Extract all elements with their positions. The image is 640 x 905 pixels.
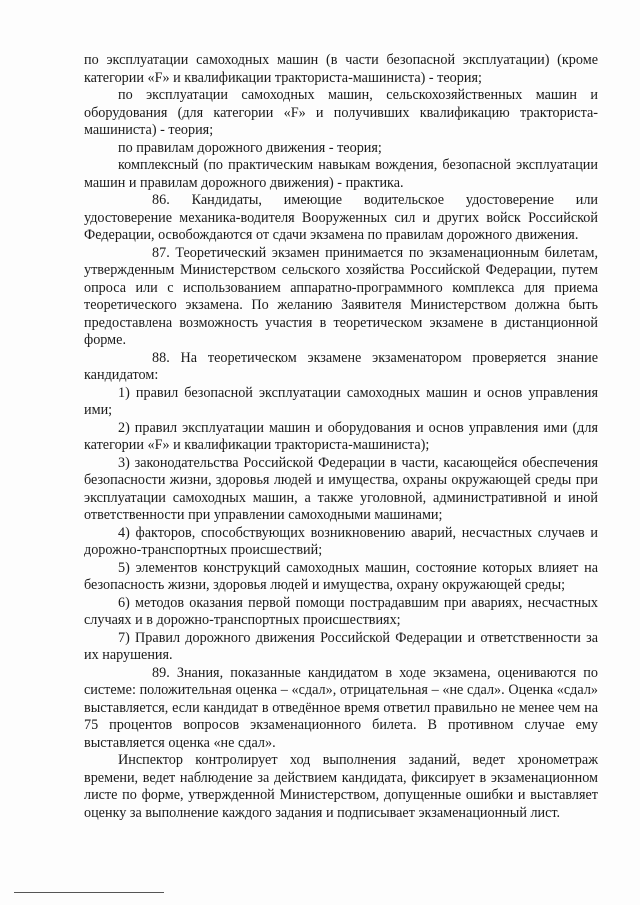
list-item: 7) Правил дорожного движения Российской Федерации и ответственности за их нарушения. [84, 629, 598, 663]
list-item: 2) правил эксплуатации машин и оборудования и основ управления ими (для категории «F» и квалификации тракториста-машиниста); [84, 419, 598, 453]
document-body [84, 52, 598, 822]
list-item: 5) элементов конструкций самоходных машин, состояние которых влияет на безопасность жизни, здоровья людей и имущества, охрану окружающей среды; [84, 559, 598, 593]
paragraph-87: 87. Теоретический экзамен принимается по экзаменационным билетам, утвержденным Министерством сельского хозяйства Российской Федерации, путем опроса или с использованием аппаратно-программного комплекса для приема теоретического экзамена. По желанию Заявителя Министерством должна быть предоставлена возможность участия в теоретическом экзамене в дистанционной форме. [84, 244, 599, 348]
footnote-divider [14, 892, 164, 893]
list-item: 1) правил безопасной эксплуатации самоходных машин и основ управления ими; [84, 384, 598, 418]
list-item: 3) законодательства Российской Федерации в части, касающейся обеспечения безопасности жизни, здоровья людей и имущества, охраны окружающей среды при эксплуатации самоходных машин, а также уголовной, административной и иной ответственности при управлении самоходными машинами; [84, 454, 598, 523]
paragraph-number: 88. [152, 349, 170, 366]
list-item: 4) факторов, способствующих возникновению аварий, несчастных случаев и дорожно-транспортных происшествий; [84, 524, 598, 558]
paragraph: комплексный (по практическим навыкам вождения, безопасной эксплуатации машин и правилам дорожного движения) - практика. [84, 157, 598, 191]
paragraph: по эксплуатации самоходных машин, сельскохозяйственных машин и оборудования (для категории «F» и получивших квалификацию тракториста-машиниста) - теория; [84, 87, 598, 138]
paragraph-88: 88. На теоретическом экзамене экзаменатором проверяется знание кандидатом: [84, 349, 599, 383]
paragraph: по правилам дорожного движения - теория; [118, 139, 382, 156]
paragraph-89: 89. Знания, показанные кандидатом в ходе экзамена, оцениваются по системе: положительная оценка – «сдал», отрицательная – «не сдал». Оценка «сдал» выставляется, если кандидат в отведённое время ответил правильно не менее чем на 75 процентов вопросов экзаменационного билета. В противном случае ему выставляется оценка «не сдал». [84, 664, 598, 751]
paragraph-number: 89. [152, 664, 170, 681]
paragraph-number: 86. [152, 192, 170, 208]
list-item: 6) методов оказания первой помощи пострадавшим при авариях, несчастных случаях и в дорожно-транспортных происшествиях; [84, 594, 598, 628]
paragraph: Инспектор контролирует ход выполнения заданий, ведет хронометраж времени, ведет наблюдение за действием кандидата, фиксирует в экзаменационном листе по форме, утвержденной Министерством, допущенные ошибки и выставляет оценку за выполнение каждого задания и подписывает экзаменационный лист. [84, 752, 598, 821]
paragraph-86: 86. Кандидаты, имеющие водительское удостоверение или удостоверение механика-водителя Вооруженных сил и других войск Российской Федерации, освобождаются от сдачи экзамена по правилам дорожного движения. [84, 192, 599, 243]
paragraph-number: 87. [152, 244, 170, 261]
paragraph: по эксплуатации самоходных машин (в части безопасной эксплуатации) (кроме категории «F» и квалификации тракториста-машиниста) - теория; [84, 52, 598, 86]
